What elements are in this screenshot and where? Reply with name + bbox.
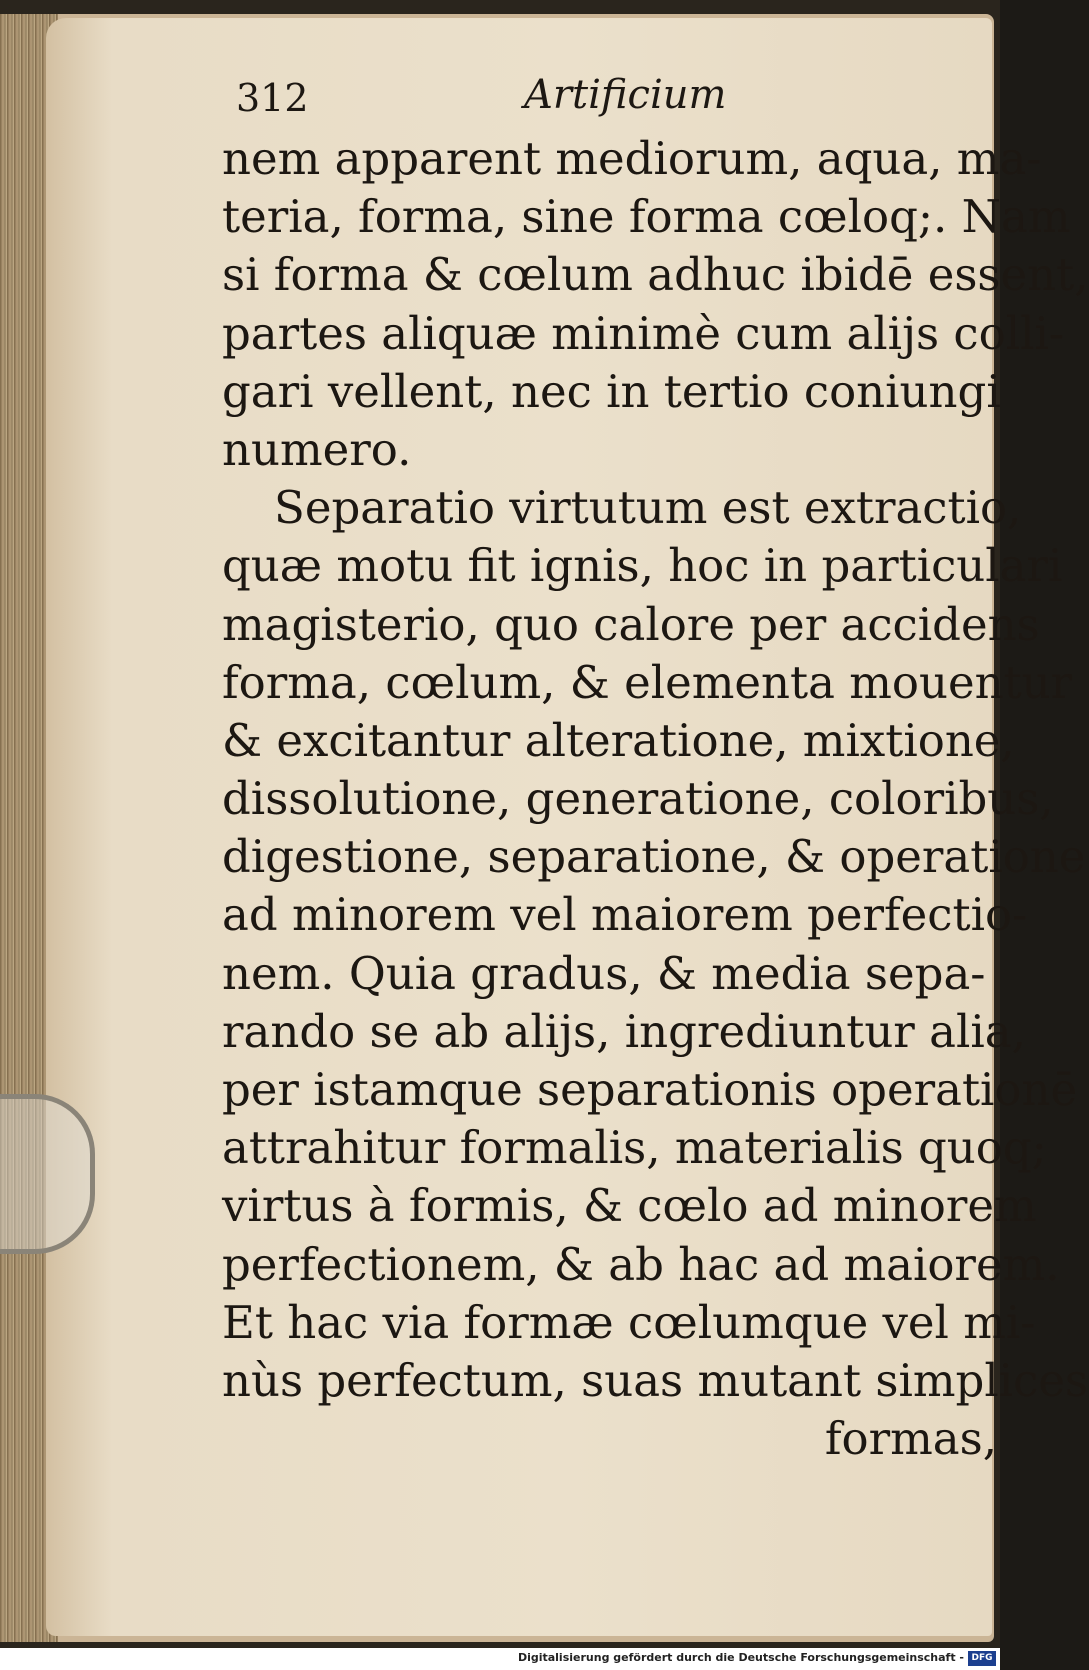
- text-line: partes aliquæ minimè cum alijs colli-: [222, 306, 1065, 360]
- text-line: gari vellent, nec in tertio coniungi: [222, 364, 1001, 418]
- footer-bar: [0, 1648, 1000, 1670]
- text-line: numero.: [222, 422, 412, 476]
- page-number: 312: [236, 76, 309, 120]
- digitization-credit: Digitalisierung gefördert durch die Deutsche Forschungsgemeinschaft -: [517, 1651, 964, 1664]
- dfg-logo-icon: DFG: [968, 1651, 996, 1666]
- text-line: Et hac via formæ cœlumque vel mi-: [222, 1295, 1036, 1349]
- text-line: nùs perfectum, suas mutant simplices: [222, 1353, 1089, 1407]
- text-line: magisterio, quo calore per accidens: [222, 597, 1040, 651]
- text-line: perfectionem, & ab hac ad maiorem.: [222, 1237, 1060, 1291]
- text-line: attrahitur formalis, materialis quoq;: [222, 1121, 1047, 1175]
- text-line: digestione, separatione, & operatione: [222, 830, 1086, 884]
- text-line: rando se ab alijs, ingrediuntur alia,: [222, 1004, 1026, 1058]
- text-line: virtus à formis, & cœlo ad minorem: [222, 1179, 1037, 1233]
- page-header: [236, 72, 936, 132]
- text-line: ad minorem vel maiorem perfectio-: [222, 888, 1028, 942]
- text-line: dissolutione, generatione, coloribus,: [222, 772, 1054, 826]
- text-line: nem apparent mediorum, aqua, ma-: [222, 132, 1042, 185]
- text-line: si forma & cœlum adhuc ibidē essent,: [222, 248, 1089, 302]
- running-head: Artificium: [524, 72, 727, 118]
- text-line: teria, forma, sine forma cœloq;. Nam: [222, 190, 1071, 244]
- text-line: & excitantur alteratione, mixtione,: [222, 713, 1015, 767]
- text-line: nem. Quia gradus, & media sepa-: [222, 946, 986, 1000]
- book-clip: [0, 1094, 95, 1254]
- body-text: [222, 130, 1089, 1468]
- text-line: quæ motu fit ignis, hoc in particulari: [222, 539, 1063, 593]
- text-line: forma, cœlum, & elementa mouentur: [222, 655, 1073, 709]
- text-line: Separatio virtutum est extractio,: [274, 481, 1022, 535]
- text-line: per istamque separationis operationē: [222, 1063, 1078, 1116]
- catchword: formas,: [824, 1412, 997, 1466]
